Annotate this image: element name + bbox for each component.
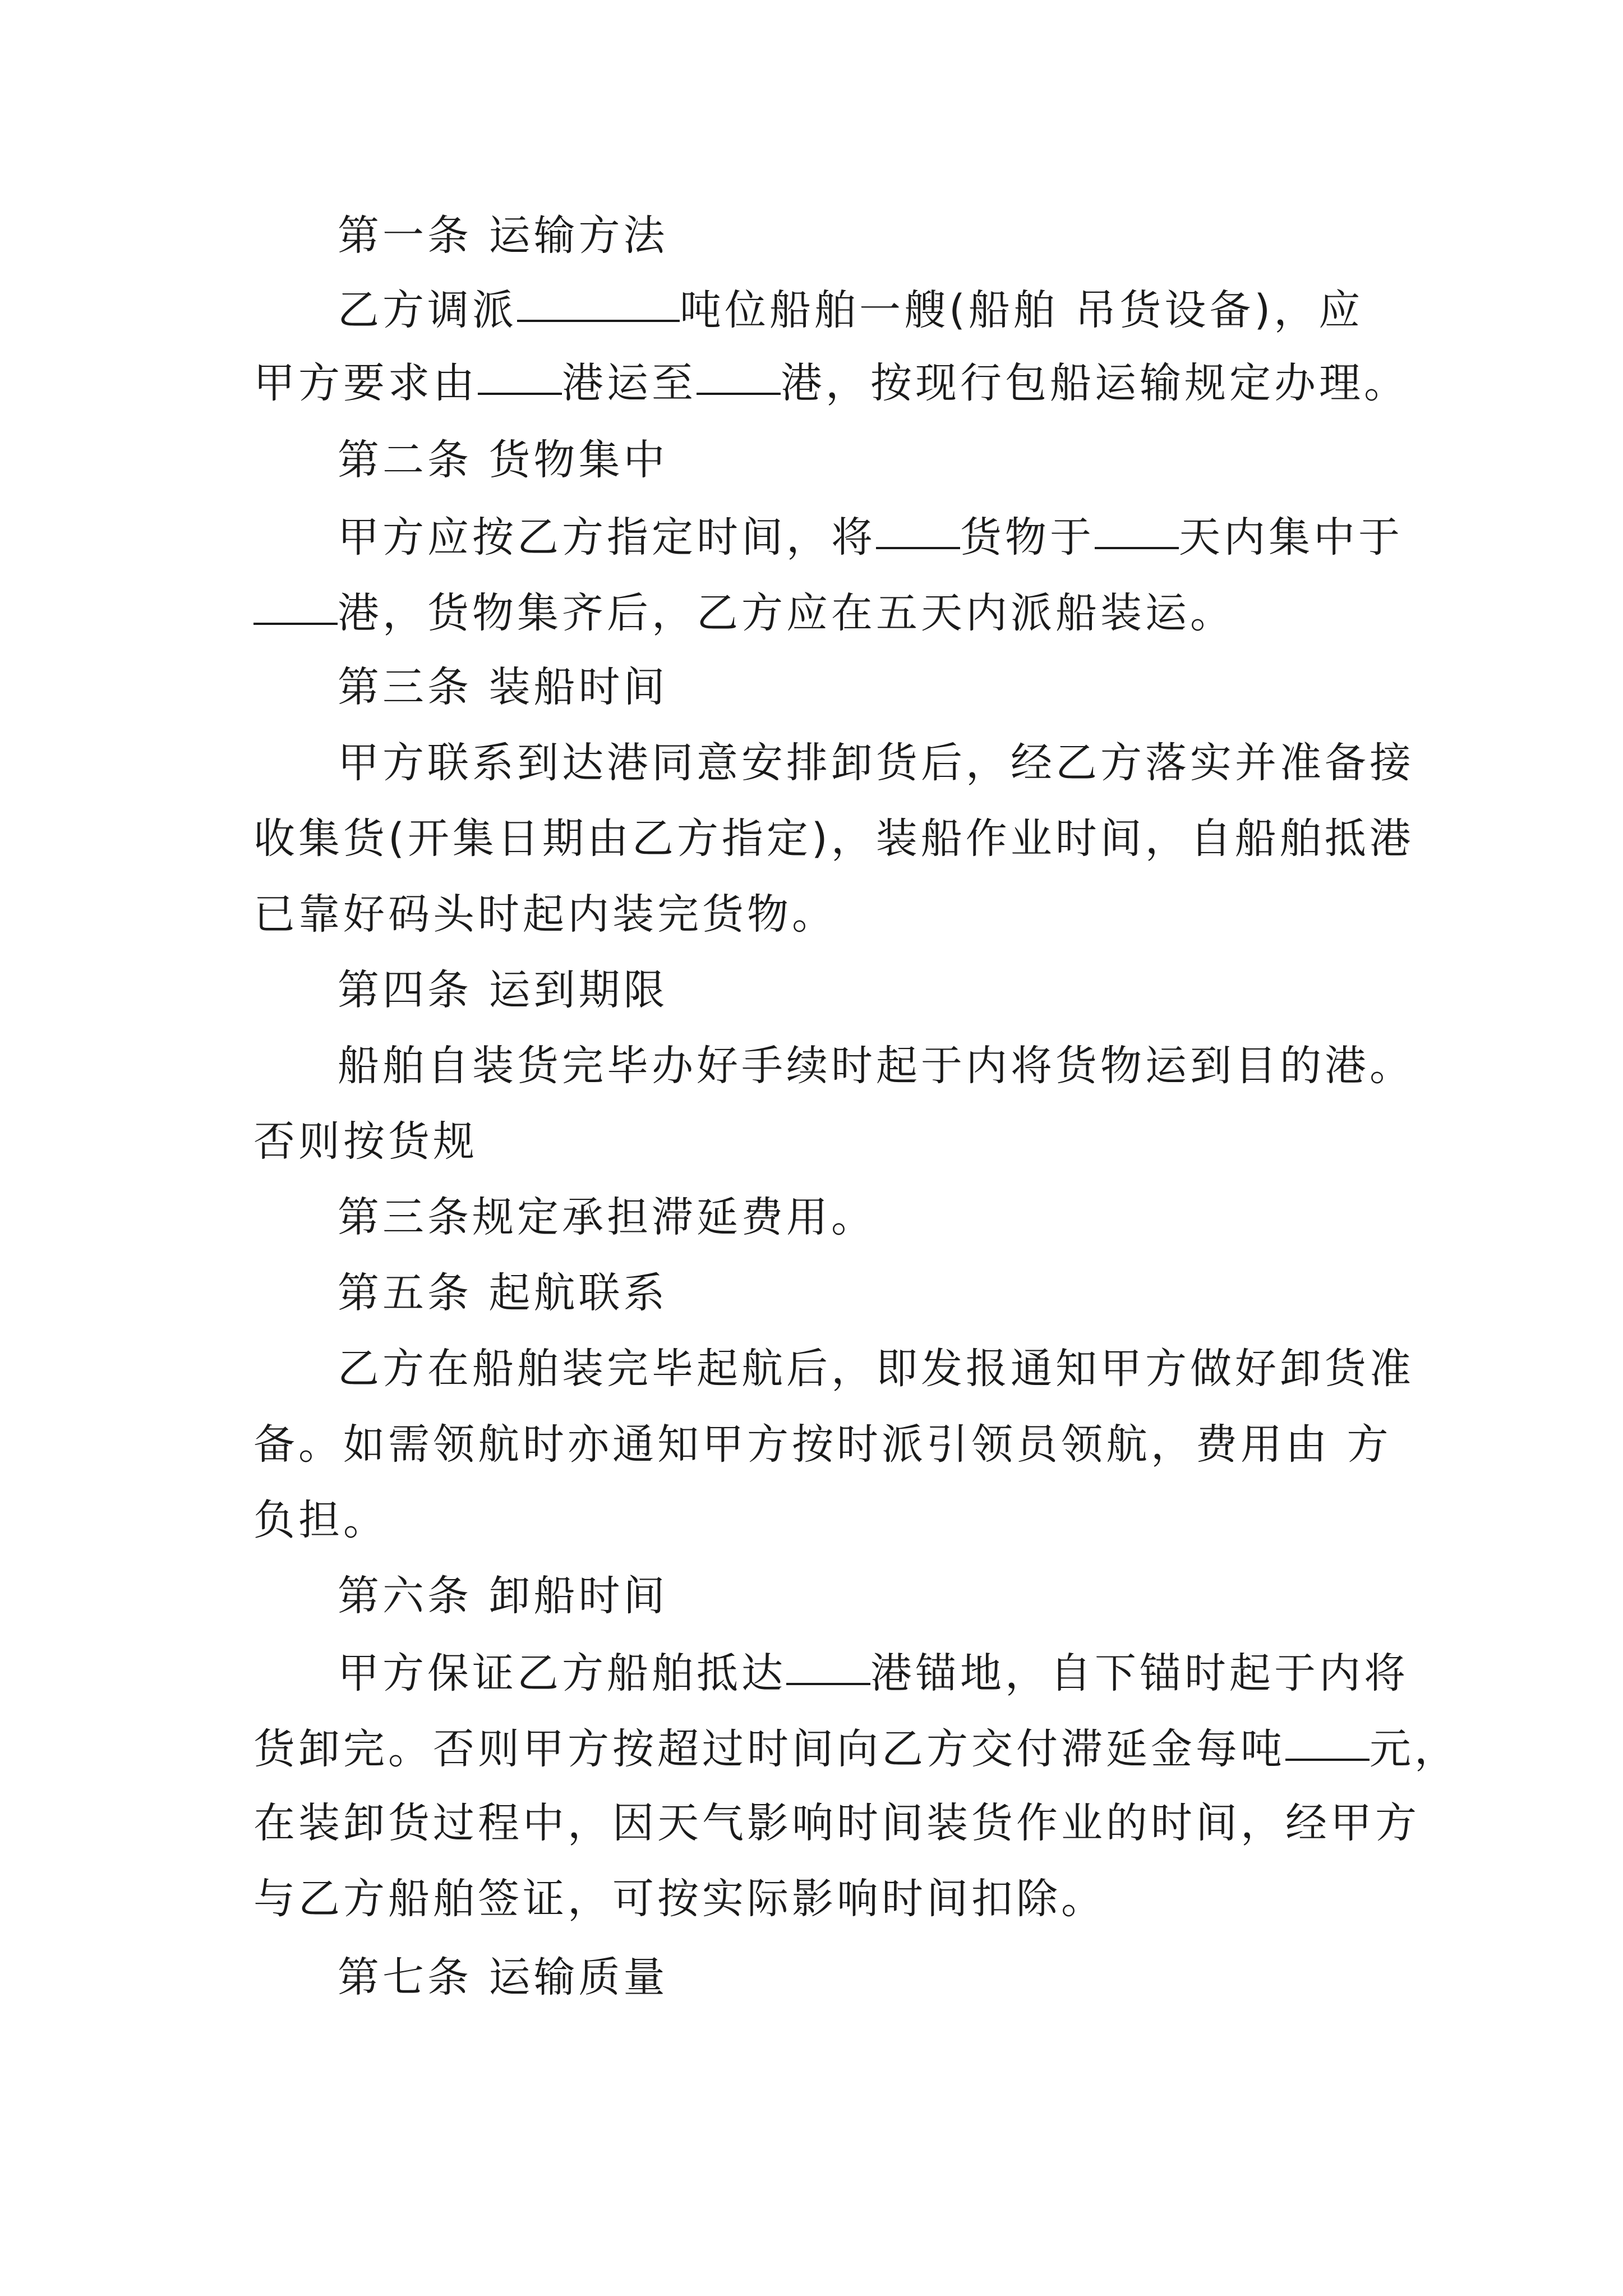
article-1-line-1: 乙方调派 吨位船舶一艘(船舶 吊货设备)，应 [338, 280, 1363, 337]
article-7-heading: 第七条 运输质量 [338, 1953, 668, 2001]
fill-in-blank [697, 353, 781, 395]
article-6-line-2: 货卸完。否则甲方按超过时间向乙方交付滞延金每吨 元， [253, 1719, 1459, 1775]
article-4-line-3: 第三条规定承担滞延费用。 [338, 1193, 876, 1241]
article-5-line-3: 负担。 [253, 1496, 388, 1544]
fill-in-blank [876, 508, 960, 549]
article-1-line-2: 甲方要求由 港运至 港，按现行包船运输规定办理。 [253, 353, 1409, 409]
article-2-heading: 第二条 货物集中 [338, 436, 668, 484]
article-4-line-1: 船舶自装货完毕办好手续时起于内将货物运到目的港。 [338, 1042, 1414, 1090]
article-6-line-1: 甲方保证乙方船舶抵达 港锚地，自下锚时起于内将 [338, 1644, 1409, 1700]
article-6-heading: 第六条 卸船时间 [338, 1572, 668, 1620]
article-3-line-2: 收集货(开集日期由乙方指定)，装船作业时间，自船舶抵港 [253, 815, 1414, 863]
article-5-line-2: 备。如需领航时亦通知甲方按时派引领员领航，费用由 方 [253, 1420, 1392, 1469]
fill-in-blank [517, 280, 680, 322]
fill-in-blank [1095, 508, 1179, 549]
article-6-line-4: 与乙方船舶签证，可按实际影响时间扣除。 [253, 1875, 1106, 1923]
article-3-line-3: 已靠好码头时起内装完货物。 [253, 890, 837, 938]
article-4-heading: 第四条 运到期限 [338, 966, 668, 1014]
article-5-heading: 第五条 起航联系 [338, 1269, 668, 1317]
fill-in-blank [1285, 1719, 1370, 1761]
article-5-line-1: 乙方在船舶装完毕起航后，即发报通知甲方做好卸货准 [338, 1345, 1414, 1393]
article-3-line-1: 甲方联系到达港同意安排卸货后，经乙方落实并准备接 [338, 739, 1414, 787]
article-3-heading: 第三条 装船时间 [338, 663, 668, 711]
article-6-line-3: 在装卸货过程中，因天气影响时间装货作业的时间，经甲方 [253, 1799, 1420, 1847]
article-2-line-2: 港，货物集齐后，乙方应在五天内派船装运。 [253, 583, 1235, 639]
article-1-heading: 第一条 运输方法 [338, 211, 668, 260]
fill-in-blank [253, 583, 338, 625]
fill-in-blank [478, 353, 562, 395]
article-4-line-2: 否则按货规 [253, 1117, 478, 1166]
fill-in-blank [786, 1644, 870, 1685]
article-2-line-1: 甲方应按乙方指定时间，将 货物于 天内集中于 [338, 508, 1403, 564]
